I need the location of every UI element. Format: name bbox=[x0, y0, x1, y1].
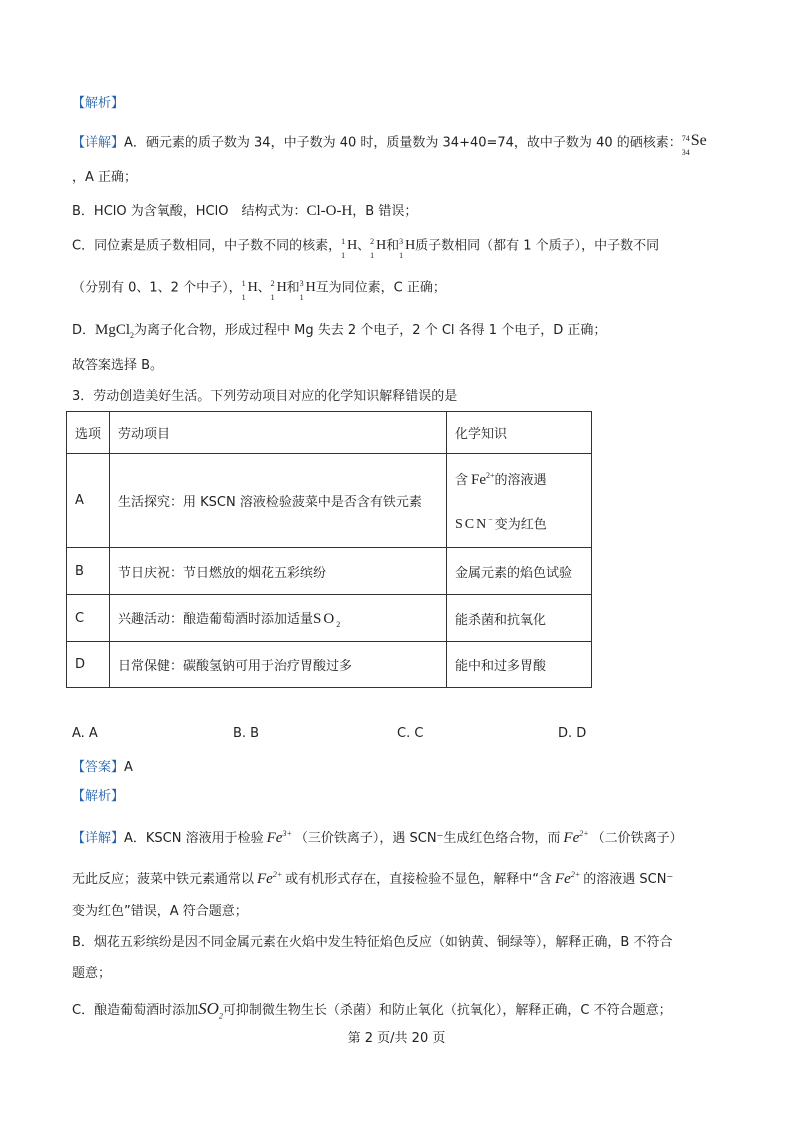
row-item: 节日庆祝：节日燃放的烟花五彩缤纷 bbox=[110, 548, 447, 595]
row-item: 生活探究：用 KSCN 溶液检验菠菜中是否含有铁元素 bbox=[110, 454, 447, 548]
choice-b: B. B bbox=[233, 726, 260, 741]
row-knowledge: 金属元素的焰色试验 bbox=[447, 548, 592, 595]
row-knowledge: 能中和过多胃酸 bbox=[447, 642, 592, 688]
answer-value: A bbox=[124, 760, 133, 775]
row-item: 兴趣活动：酿造葡萄酒时添加适量$SO_2$ bbox=[110, 595, 447, 642]
row-option: A bbox=[67, 454, 110, 548]
row-item: 日常保健：碳酸氢钠可用于治疗胃酸过多 bbox=[110, 642, 447, 688]
choice-d: D. D bbox=[558, 726, 587, 741]
line-b-end: ，B 错误； bbox=[352, 204, 418, 219]
line-b bbox=[72, 202, 417, 221]
h3-nuclide: 3 1 H bbox=[399, 237, 416, 260]
se-nuclide: 74 34 Se bbox=[681, 132, 707, 157]
choice-a: A. A bbox=[72, 726, 98, 741]
row-knowledge: 含 $Fe^{2+}$的溶液遇 SCN−变为红色 bbox=[447, 454, 592, 548]
row-option: C bbox=[67, 595, 110, 642]
line-c2: （分别有 0、1、2 个中子）， 1 1 H 、 2 1 H 和 3 1 H 互为同位素，C 正确； bbox=[72, 279, 446, 302]
explain-line-4: B．烟花五彩缤纷是因不同金属元素在火焰中发生特征焰色反应（如钠黄、铜绿等），解释正确，B 不符合 bbox=[72, 935, 673, 950]
explain-line-6: C．酿造葡萄酒时添加$SO_2$可抑制微生物生长（杀菌）和防止氧化（抗氧化），解释正确，C 不符合题意； bbox=[72, 999, 672, 1021]
row-option: B bbox=[67, 548, 110, 595]
answer-row bbox=[72, 759, 133, 777]
explain-line-5: 题意； bbox=[72, 966, 112, 981]
line-b-text: B．HClO 为含氧酸，HClO 结构式为： bbox=[72, 204, 307, 219]
line-c1-end: 质子数相同（都有 1 个质子），中子数不同 bbox=[415, 238, 660, 254]
h2-nuclide: 2 1 H bbox=[370, 237, 387, 260]
analysis-heading: 【解析】 bbox=[72, 96, 125, 111]
header-item: 劳动项目 bbox=[110, 412, 447, 454]
hclo-formula: Cl-O-H bbox=[306, 203, 353, 219]
answer-line: 故答案选择 B。 bbox=[72, 358, 164, 373]
table-row bbox=[67, 595, 592, 642]
mgcl2-formula: MgCl$_2$ bbox=[95, 322, 135, 340]
detail-tag: 【详解】 bbox=[72, 135, 125, 151]
table-row bbox=[67, 454, 592, 548]
line-d-label: D． bbox=[72, 323, 96, 338]
q3-table bbox=[66, 411, 592, 688]
page-footer: 第 2 页/共 20 页 bbox=[347, 1031, 446, 1046]
line-c2-end: 互为同位素，C 正确； bbox=[315, 280, 446, 296]
line-c2-text: （分别有 0、1、2 个中子）， bbox=[72, 280, 242, 296]
explain-line-2: 无此反应；菠菜中铁元素通常以 $Fe^{2+}$ 或有机形式存在，直接检验不显色，解释中“含 $Fe^{2+}$ 的溶液遇 SCN⁻ bbox=[72, 870, 674, 887]
line-a-end: ，A 正确； bbox=[72, 170, 138, 185]
q3-stem: 3．劳动创造美好生活。下列劳动项目对应的化学知识解释错误的是 bbox=[72, 389, 458, 404]
choice-c: C. C bbox=[397, 726, 424, 741]
h1-nuclide: 1 1 H bbox=[341, 237, 358, 260]
table-header-row bbox=[67, 412, 592, 454]
row-option: D bbox=[67, 642, 110, 688]
line-c1-text: C．同位素是质子数相同，中子数不同的核素， bbox=[72, 238, 342, 254]
row-knowledge: 能杀菌和抗氧化 bbox=[447, 595, 592, 642]
table-row bbox=[67, 548, 592, 595]
explain-line-1: 【详解】A．KSCN 溶液用于检验 $Fe^{3+}$ （三价铁离子），遇 SCN⁻生成红色络合物，而 $Fe^{2+}$ （二价铁离子） bbox=[72, 829, 683, 846]
line-a bbox=[72, 132, 708, 157]
line-d-text: 为离子化合物，形成过程中 Mg 失去 2 个电子，2 个 Cl 各得 1 个电子，D 正确； bbox=[134, 323, 607, 338]
h1-nuclide-2: 1 1 H bbox=[241, 279, 258, 302]
line-a-text: A．硒元素的质子数为 34，中子数为 40 时，质量数为 34+40=74，故中子数为 40 的硒核素： bbox=[124, 135, 682, 151]
header-option: 选项 bbox=[67, 412, 110, 454]
header-knowledge: 化学知识 bbox=[447, 412, 592, 454]
answer-tag: 【答案】 bbox=[72, 760, 125, 775]
line-c1: C．同位素是质子数相同，中子数不同的核素， 1 1 H 、 2 1 H 和 3 1 H 质子数相同（都有 1 个质子），中子数不同 bbox=[72, 237, 660, 260]
h3-nuclide-2: 3 1 H bbox=[299, 279, 316, 302]
explain-line-3: 变为红色”错误，A 符合题意； bbox=[72, 904, 248, 919]
analysis-heading-2: 【解析】 bbox=[72, 789, 125, 804]
line-d bbox=[72, 321, 606, 345]
table-row bbox=[67, 642, 592, 688]
h2-nuclide-2: 2 1 H bbox=[270, 279, 287, 302]
